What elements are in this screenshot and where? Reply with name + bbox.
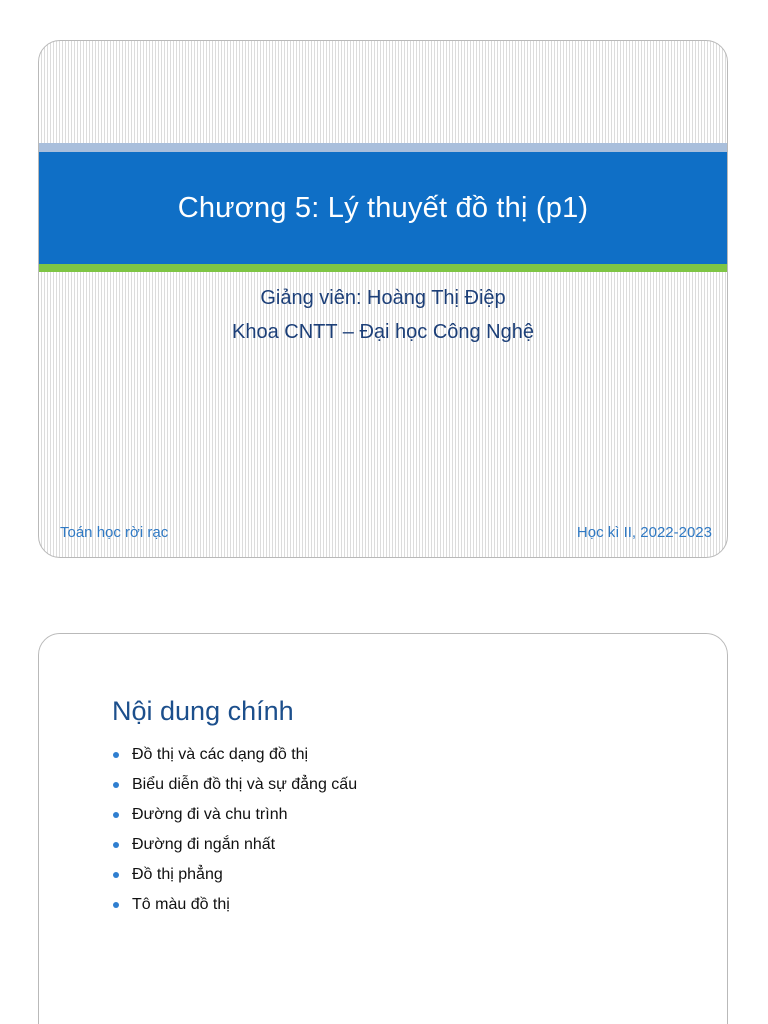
bullet-icon	[113, 782, 119, 788]
list-item-label: Đường đi và chu trình	[132, 806, 288, 823]
list-item	[113, 770, 357, 800]
lecturer-line: Giảng viên: Hoàng Thị Điệp	[260, 287, 506, 309]
slide-title: Chương 5: Lý thuyết đồ thị (p1)	[177, 191, 589, 224]
list-item-label: Đồ thị phẳng	[132, 866, 223, 883]
list-item-label: Tô màu đồ thị	[132, 896, 230, 913]
list-item-label: Đồ thị và các dạng đồ thị	[132, 746, 309, 763]
contents-slide	[38, 633, 728, 1024]
contents-list	[113, 740, 357, 920]
list-item	[113, 830, 357, 860]
title-band	[39, 152, 727, 264]
title-accent-band	[39, 264, 727, 272]
bullet-icon	[113, 752, 119, 758]
list-item	[113, 740, 357, 770]
bullet-icon	[113, 902, 119, 908]
list-item	[113, 890, 357, 920]
bullet-icon	[113, 872, 119, 878]
list-item-label: Đường đi ngắn nhất	[132, 836, 276, 853]
bullet-icon	[113, 842, 119, 848]
list-item	[113, 800, 357, 830]
bullet-icon	[113, 812, 119, 818]
list-item-label: Biểu diễn đồ thị và sự đẳng cấu	[132, 776, 358, 793]
faculty-line: Khoa CNTT – Đại học Công Nghệ	[231, 321, 534, 343]
course-name-footer: Toán học rời rạc	[60, 524, 169, 541]
list-item	[113, 860, 357, 890]
contents-heading: Nội dung chính	[112, 696, 294, 726]
semester-footer: Học kì II, 2022-2023	[576, 524, 712, 541]
title-slide	[38, 40, 728, 558]
title-top-band	[39, 143, 727, 152]
